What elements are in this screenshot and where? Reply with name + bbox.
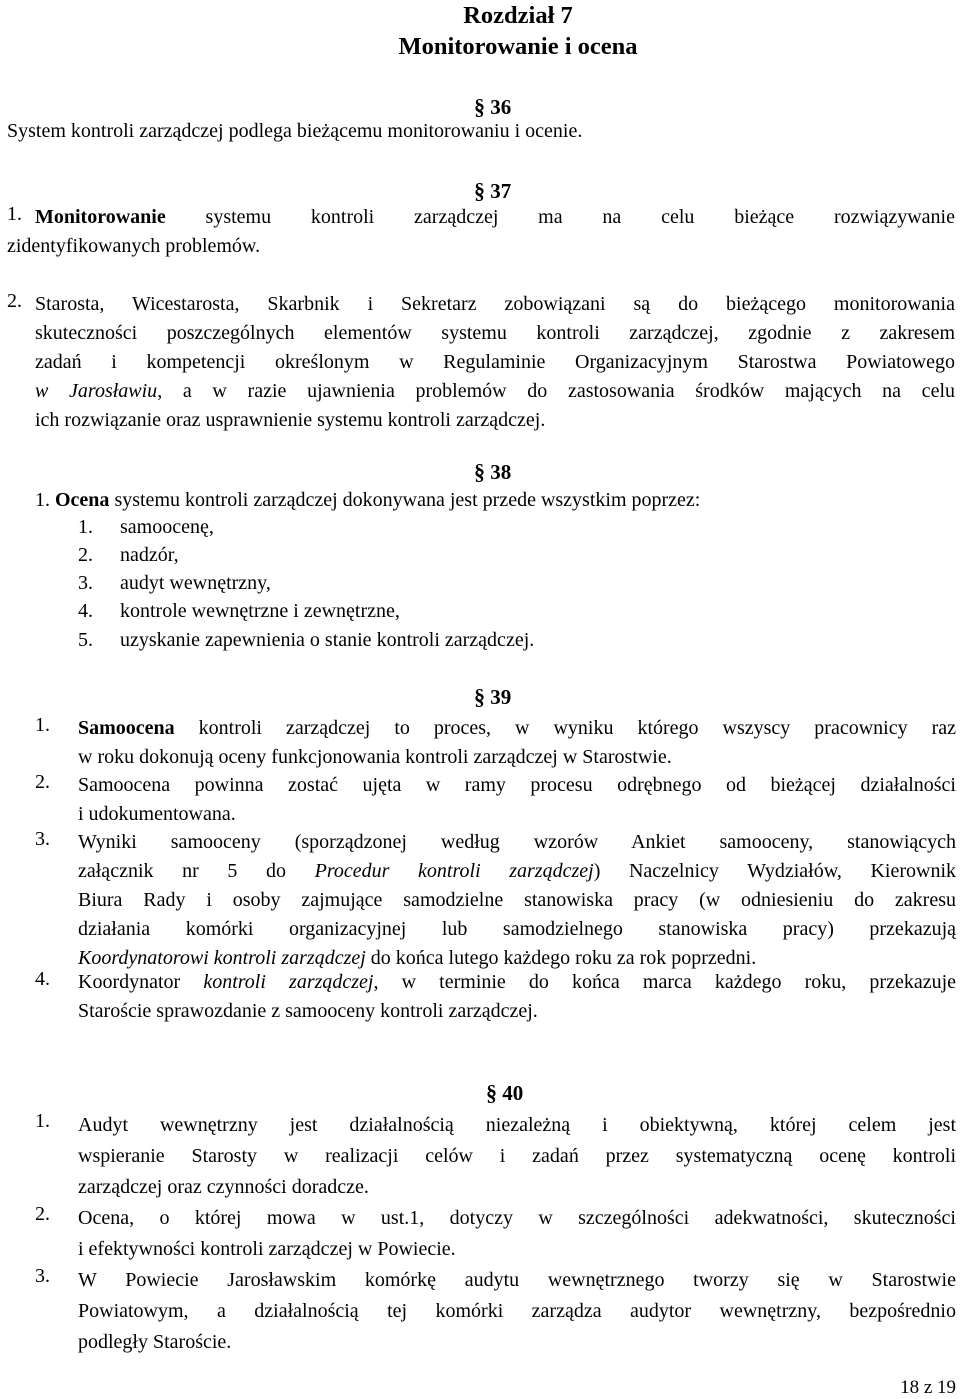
section-symbol: § bbox=[474, 459, 485, 484]
paragraph-number: 39 bbox=[490, 685, 512, 709]
text-segment: Koordynator bbox=[78, 971, 204, 993]
list-item-text: kontrole wewnętrzne i zewnętrzne, bbox=[120, 600, 400, 622]
list-item-number: 1. bbox=[78, 516, 93, 538]
text-segment: ) Naczelnicy Wydziałów, Kierownik bbox=[593, 860, 956, 882]
paragraph-heading-38 bbox=[474, 459, 511, 485]
item-number: 1. bbox=[7, 203, 22, 225]
paragraph-number: 36 bbox=[490, 95, 512, 119]
item-number: 2. bbox=[35, 771, 50, 793]
italic-segment: w Jarosławiu bbox=[35, 380, 158, 402]
text-segment: , w terminie do końca marca każdego roku, przekazuje bbox=[373, 971, 957, 993]
paragraph-38-intro bbox=[35, 486, 955, 515]
item-number: 4. bbox=[35, 968, 50, 990]
text-line: Starosta, Wicestarosta, Skarbnik i Sekretarz zobowiązani są do bieżącego monitorowania bbox=[35, 293, 955, 315]
text-segment: załącznik nr 5 do bbox=[78, 860, 315, 882]
item-number: 3. bbox=[35, 828, 50, 850]
bold-term: Samoocena bbox=[78, 717, 175, 739]
paragraph-39-item-4 bbox=[78, 968, 956, 1026]
section-symbol: § bbox=[474, 684, 485, 709]
text-line: ich rozwiązanie oraz usprawnienie systemu kontroli zarządczej. bbox=[35, 409, 546, 431]
text-line: i efektywności kontroli zarządczej w Powiecie. bbox=[78, 1238, 456, 1260]
list-item-text: audyt wewnętrzny, bbox=[120, 572, 271, 594]
text-line: System kontroli zarządczej podlega bieżącemu monitorowaniu i ocenie. bbox=[7, 120, 583, 142]
text-line: Powiatowym, a działalnością tej komórki zarządza audytor wewnętrzny, bezpośrednio bbox=[78, 1300, 956, 1322]
item-number: 3. bbox=[35, 1265, 50, 1287]
text-line bbox=[35, 203, 955, 232]
text-line: i udokumentowana. bbox=[78, 803, 236, 825]
text-line: W Powiecie Jarosławskim komórkę audytu wewnętrznego tworzy się w Starostwie bbox=[78, 1269, 956, 1291]
text-segment: do końca lutego każdego roku za rok poprzedni. bbox=[365, 947, 757, 969]
text-line: Wyniki samooceny (sporządzonej według wzorów Ankiet samooceny, stanowiących bbox=[78, 831, 956, 853]
text-line: zadań i kompetencji określonym w Regulaminie Organizacyjnym Starostwa Powiatowego bbox=[35, 351, 955, 373]
text-line bbox=[35, 486, 955, 515]
paragraph-37-item-1 bbox=[35, 203, 955, 232]
item-number: 1. bbox=[35, 714, 50, 736]
text-line: Samoocena powinna zostać ujęta w ramy procesu odrębnego od bieżącej działalności bbox=[78, 774, 956, 796]
text-line: podległy Staroście. bbox=[78, 1331, 232, 1353]
bold-term: Monitorowanie bbox=[35, 206, 166, 228]
paragraph-39-item-1 bbox=[78, 714, 956, 772]
text-line bbox=[78, 857, 956, 886]
paragraph-heading-40 bbox=[486, 1080, 523, 1106]
list-item-text: samoocenę, bbox=[120, 516, 214, 538]
chapter-label: Rozdział 7 bbox=[463, 2, 573, 29]
text-line: działania komórki organizacyjnej lub samodzielnego stanowiska pracy) przekazują bbox=[78, 918, 956, 940]
text-line: zidentyfikowanych problemów. bbox=[7, 235, 261, 257]
text-line: Biura Rady i osoby zajmujące samodzielne stanowiska pracy (w odniesieniu do zakresu bbox=[78, 889, 956, 911]
text-line: Staroście sprawozdanie z samooceny kontroli zarządczej. bbox=[78, 1000, 538, 1022]
list-item-number: 4. bbox=[78, 600, 93, 622]
list-item-number: 5. bbox=[78, 629, 93, 651]
item-number: 2. bbox=[35, 1203, 50, 1225]
chapter-title: Monitorowanie i ocena bbox=[398, 33, 638, 60]
italic-segment: Procedur kontroli zarządczej bbox=[314, 860, 594, 882]
paragraph-36-text bbox=[7, 117, 947, 146]
page-indicator: 18 z 19 bbox=[900, 1377, 956, 1398]
italic-segment: kontroli zarządczej bbox=[203, 971, 374, 993]
text-line: Ocena, o której mowa w ust.1, dotyczy w szczególności adekwatności, skuteczności bbox=[78, 1207, 956, 1229]
list-item-number: 2. bbox=[78, 544, 93, 566]
paragraph-37-item-2 bbox=[35, 290, 955, 435]
text-line bbox=[78, 714, 956, 743]
section-symbol: § bbox=[474, 178, 485, 203]
list-item-number: 3. bbox=[78, 572, 93, 594]
paragraph-40-item-3 bbox=[78, 1265, 956, 1358]
paragraph-number: 37 bbox=[490, 179, 512, 203]
paragraph-40-item-2 bbox=[78, 1203, 956, 1265]
item-number: 1. bbox=[35, 1110, 50, 1132]
text-line bbox=[35, 377, 955, 406]
item-number: 2. bbox=[7, 290, 22, 312]
bold-term: Ocena bbox=[55, 489, 110, 511]
text-line: zarządczej oraz czynności doradcze. bbox=[78, 1176, 369, 1198]
text-segment: systemu kontroli zarządczej dokonywana jest przede wszystkim poprzez: bbox=[109, 489, 701, 511]
paragraph-number: 38 bbox=[490, 460, 512, 484]
list-item-text: nadzór, bbox=[120, 544, 179, 566]
item-number: 1. bbox=[35, 489, 50, 511]
paragraph-heading-39 bbox=[474, 684, 511, 710]
paragraph-40-item-1 bbox=[78, 1110, 956, 1203]
text-segment: , a w razie ujawnienia problemów do zastosowania środków mających na celu bbox=[157, 380, 955, 402]
italic-segment: Koordynatorowi kontroli zarządczej bbox=[78, 947, 366, 969]
text-line: wspieranie Starosty w realizacji celów i zadań przez systematyczną ocenę kontroli bbox=[78, 1145, 956, 1167]
section-symbol: § bbox=[486, 1080, 497, 1105]
paragraph-39-item-3 bbox=[78, 828, 956, 973]
paragraph-37-item-1-cont bbox=[7, 232, 947, 261]
text-segment: systemu kontroli zarządczej ma na celu bieżące rozwiązywanie bbox=[165, 206, 955, 228]
text-line: skuteczności poszczególnych elementów systemu kontroli zarządczej, zgodnie z zakresem bbox=[35, 322, 955, 344]
paragraph-39-item-2 bbox=[78, 771, 956, 829]
list-item-text: uzyskanie zapewnienia o stanie kontroli zarządczej. bbox=[120, 629, 535, 651]
text-line bbox=[78, 968, 956, 997]
paragraph-number: 40 bbox=[502, 1081, 524, 1105]
text-line: Audyt wewnętrzny jest działalnością niezależną i obiektywną, której celem jest bbox=[78, 1114, 956, 1136]
text-line: w roku dokonują oceny funkcjonowania kontroli zarządczej w Starostwie. bbox=[78, 746, 672, 768]
section-symbol: § bbox=[474, 94, 485, 119]
text-segment: kontroli zarządczej to proces, w wyniku którego wszyscy pracownicy raz bbox=[174, 717, 956, 739]
paragraph-heading-37 bbox=[474, 178, 511, 204]
